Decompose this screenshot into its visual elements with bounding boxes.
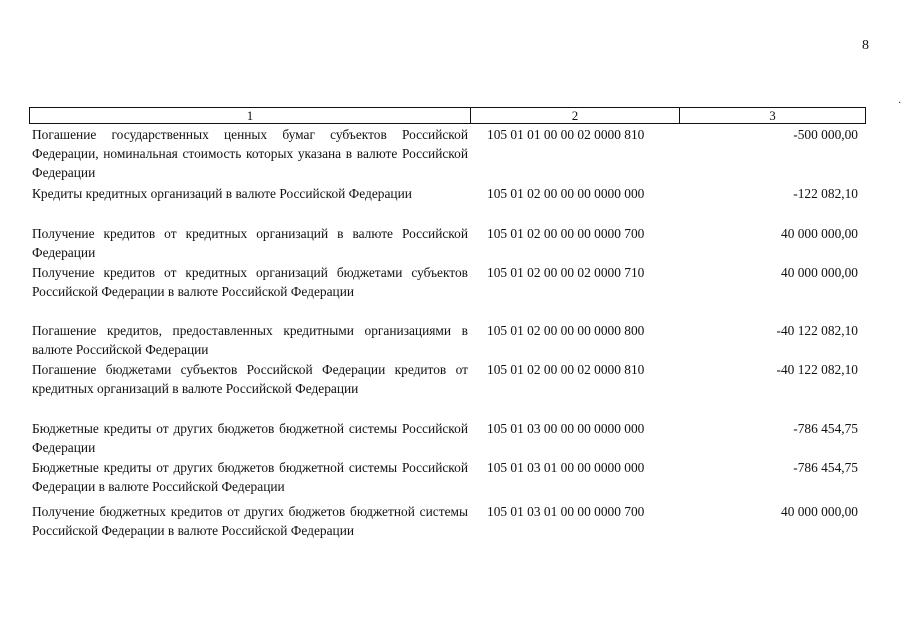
edge-mark: ·: [898, 98, 902, 109]
table-header: [29, 107, 866, 124]
row-name: Получение кредитов от кредитных организаций в валюте Российской Федерации: [32, 226, 468, 260]
row-code: 105 01 02 00 00 00 0000 800: [487, 323, 645, 338]
row-name: Кредиты кредитных организаций в валюте Российской Федерации: [32, 186, 412, 201]
row-code: 105 01 03 00 00 00 0000 000: [487, 421, 645, 436]
row-amount: -786 454,75: [793, 421, 858, 436]
column-header-1: 1: [30, 108, 471, 123]
row-code: 105 01 03 01 00 00 0000 000: [487, 460, 645, 475]
row-code: 105 01 02 00 00 02 0000 810: [487, 362, 645, 377]
row-amount: -122 082,10: [793, 186, 858, 201]
row-code: 105 01 01 00 00 02 0000 810: [487, 127, 645, 142]
row-amount: -786 454,75: [793, 460, 858, 475]
row-amount: 40 000 000,00: [781, 226, 858, 241]
row-amount: -500 000,00: [793, 127, 858, 142]
row-code: 105 01 03 01 00 00 0000 700: [487, 504, 645, 519]
row-name: Погашение бюджетами субъектов Российской Федерации кредитов от кредитных организаций в валюте Российской Федерации: [32, 362, 468, 396]
row-code: 105 01 02 00 00 00 0000 000: [487, 186, 645, 201]
row-name: Погашение государственных ценных бумаг субъектов Российской Федерации, номинальная стоимость которых указана в валюте Российской Федерации: [32, 127, 468, 180]
page-number: 8: [862, 38, 869, 53]
row-amount: 40 000 000,00: [781, 504, 858, 519]
row-amount: -40 122 082,10: [776, 323, 858, 338]
column-header-2: 2: [471, 108, 680, 123]
row-code: 105 01 02 00 00 02 0000 710: [487, 265, 645, 280]
column-header-3: 3: [769, 108, 776, 123]
row-name: Получение бюджетных кредитов от других бюджетов бюджетной системы Российской Федерации в валюте Российской Федерации: [32, 504, 468, 538]
row-code: 105 01 02 00 00 00 0000 700: [487, 226, 645, 241]
row-amount: -40 122 082,10: [776, 362, 858, 377]
row-name: Погашение кредитов, предоставленных кредитными организациями в валюте Российской Федерации: [32, 323, 468, 357]
row-name: Получение кредитов от кредитных организаций бюджетами субъектов Российской Федерации в валюте Российской Федерации: [32, 265, 468, 299]
row-amount: 40 000 000,00: [781, 265, 858, 280]
row-name: Бюджетные кредиты от других бюджетов бюджетной системы Российской Федерации: [32, 421, 468, 455]
row-name: Бюджетные кредиты от других бюджетов бюджетной системы Российской Федерации в валюте Российской Федерации: [32, 460, 468, 494]
